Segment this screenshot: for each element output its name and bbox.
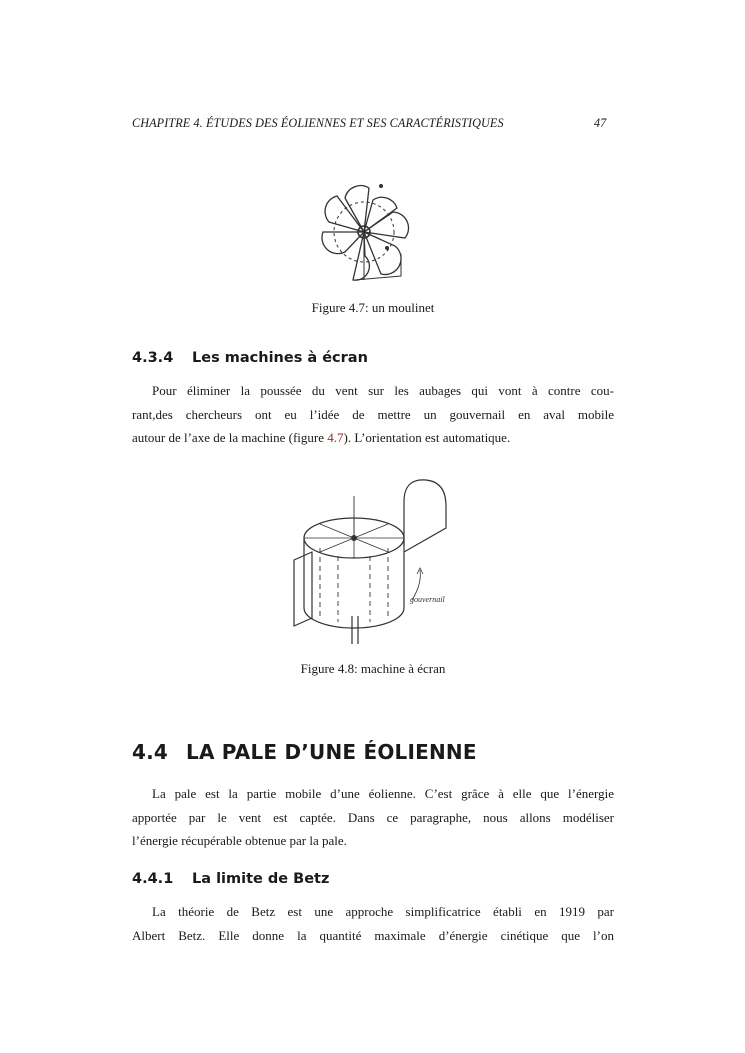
paragraph-betz xyxy=(132,900,614,947)
text-line xyxy=(132,426,614,450)
figure-moulinet xyxy=(315,180,413,285)
section-heading-4-4 xyxy=(132,740,477,764)
section-number: 4.4.1 xyxy=(132,871,174,887)
section-number: 4.4 xyxy=(132,740,169,764)
label-gouvernail: gouvernail xyxy=(410,595,445,604)
figure-4-8-caption: Figure 4.8: machine à écran xyxy=(300,661,446,676)
section-title: La limite de Betz xyxy=(192,871,330,887)
text-line: l’énergie récupérable obtenue par la pale. xyxy=(132,833,347,848)
paragraph-pale xyxy=(132,782,614,853)
section-title: LA PALE D’UNE ÉOLIENNE xyxy=(186,740,477,764)
section-heading-4-3-4 xyxy=(132,350,368,366)
section-number: 4.3.4 xyxy=(132,350,174,366)
text-fragment: ). L’orientation est automatique. xyxy=(343,430,511,445)
text-line: Albert Betz. Elle donne la quantité maximale d’énergie cinétique que l’on xyxy=(132,927,614,943)
text-line: Pour éliminer la poussée du vent sur les aubages qui vont à contre cou- xyxy=(152,383,614,398)
figure-4-7-caption: Figure 4.7: un moulinet xyxy=(311,300,435,315)
section-heading-4-4-1 xyxy=(132,871,329,887)
text-line: apportée par le vent est captée. Dans ce paragraphe, nous allons modéliser xyxy=(132,809,614,825)
paragraph-machines-ecran xyxy=(132,379,614,450)
text-line: La théorie de Betz est une approche simplificatrice établi en 1919 par xyxy=(152,904,614,919)
section-title: Les machines à écran xyxy=(192,350,368,366)
text-line: La pale est la partie mobile d’une éolienne. C’est grâce à elle que l’énergie xyxy=(152,786,614,801)
figure-reference-link[interactable]: 4.7 xyxy=(327,430,344,445)
running-header: CHAPITRE 4. ÉTUDES DES ÉOLIENNES ET SES CARACTÉRISTIQUES xyxy=(132,116,504,130)
figure-machine-ecran xyxy=(290,476,452,648)
page-number: 47 xyxy=(594,116,607,130)
text-fragment: autour de l’axe de la machine (figure xyxy=(132,430,328,445)
text-line: rant,des chercheurs ont eu l’idée de mettre un gouvernail en aval mobile xyxy=(132,406,614,422)
